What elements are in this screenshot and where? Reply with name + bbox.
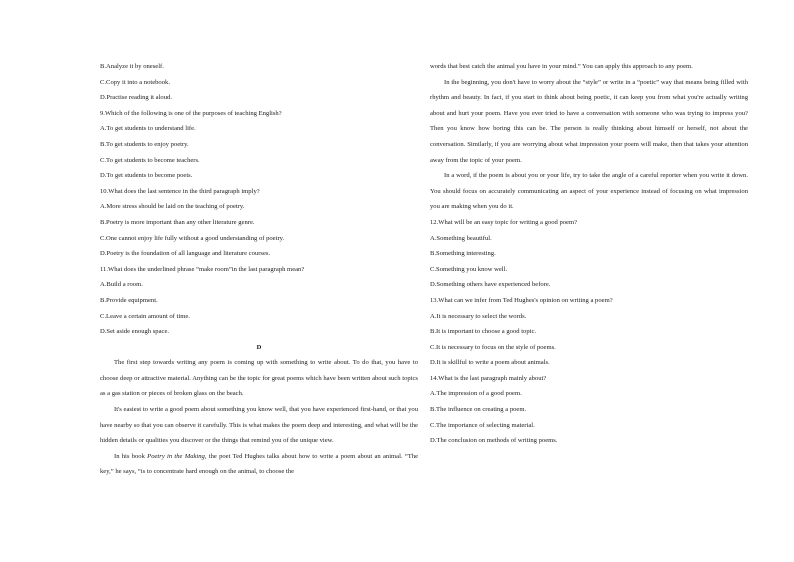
- book-title: Poetry in the Making: [147, 452, 205, 460]
- q14-option-a: A.The impression of a good poem.: [430, 390, 522, 398]
- passage-paragraph-2: It's easiest to write a good poem about something you know well, that you have experienced first-hand, or that you have nearby so that you can observe it carefully. This is what makes the poem deep and interesting, and what will be the hidden details or qualities you discover or the things that remind you of the unique view.: [100, 406, 418, 445]
- q10-option-d: D.Poetry is the foundation of all language and literature courses.: [100, 250, 271, 258]
- q13-option-b: B.It is important to choose a good topic.: [430, 328, 537, 336]
- passage-paragraph-3: [100, 449, 418, 480]
- q13-option-d: D.It is skillful to write a poem about animals.: [430, 359, 550, 367]
- section-label: D: [256, 343, 262, 351]
- q12-option-c: C.Something you know well.: [430, 265, 508, 273]
- q12-option-b: B.Something interesting.: [430, 250, 496, 258]
- p3-body: , the poet Ted Hughes talks about how to write a poem about an animal. “The key,” he says, “is to concentrate hard enough on the animal, to choose the: [100, 452, 418, 476]
- q11-stem: 11.What does the underlined phrase “make room”in the last paragraph mean?: [100, 265, 305, 273]
- q8-option-b: B.Analyze it by oneself.: [100, 63, 164, 70]
- passage-paragraph-1: The first step towards writing any poem is coming up with something to write about. To do that, you have to choose deep or attractive material. Anything can be the topic for great poems which have been written about such topics as a gas station or pieces of broken glass on the beach.: [100, 359, 418, 398]
- q11-option-b: B.Provide equipment.: [100, 296, 158, 304]
- p3-intro: In his book: [114, 452, 148, 460]
- q13-option-a: A.It is necessary to select the words.: [430, 312, 527, 320]
- q14-option-b: B.The influence on creating a poem.: [430, 406, 527, 414]
- passage-continuation: words that best catch the animal you have in your mind.” You can apply this approach to any poem.: [430, 63, 693, 70]
- q13-option-c: C.It is necessary to focus on the style of poems.: [430, 343, 556, 351]
- q12-option-a: A.Something beautiful.: [430, 234, 492, 242]
- q12-option-d: D.Something others have experienced before.: [430, 281, 551, 289]
- q12-stem: 12.What will be an easy topic for writing a good poem?: [430, 218, 578, 226]
- q9-option-b: B.To get students to enjoy poetry.: [100, 140, 189, 148]
- q11-option-a: A.Build a room.: [100, 281, 143, 289]
- q9-option-a: A.To get students to understand life.: [100, 125, 196, 133]
- q10-stem: 10.What does the last sentence in the third paragraph imply?: [100, 187, 260, 195]
- passage-paragraph-5: In a word, if the poem is about you or your life, try to take the angle of a careful reporter when you write it down. You should focus on accurately communicating an aspect of your experience instead of focusing on what impression you are making when you do it.: [430, 172, 748, 211]
- q10-option-a: A.More stress should be laid on the teaching of poetry.: [100, 203, 245, 211]
- q8-option-d: D.Practise reading it aloud.: [100, 94, 172, 102]
- left-column: [100, 59, 418, 480]
- q9-stem: 9.Which of the following is one of the purposes of teaching English?: [100, 109, 282, 117]
- q8-option-c: C.Copy it into a notebook.: [100, 78, 170, 86]
- right-column: [430, 59, 748, 449]
- q14-stem: 14.What is the last paragraph mainly about?: [430, 374, 547, 382]
- q10-option-c: C.One cannot enjoy life fully without a good understanding of poetry.: [100, 234, 285, 242]
- q9-option-c: C.To get students to become teachers.: [100, 156, 200, 164]
- q14-option-c: C.The importance of selecting material.: [430, 421, 535, 429]
- q10-option-b: B.Poetry is more important than any other literature genre.: [100, 218, 255, 226]
- q14-option-d: D.The conclusion on methods of writing poems.: [430, 437, 558, 445]
- q13-stem: 13.What can we infer from Ted Hughes's opinion on writing a poem?: [430, 296, 613, 304]
- q9-option-d: D.To get students to become poets.: [100, 172, 193, 180]
- q11-option-c: C.Leave a certain amount of time.: [100, 312, 190, 320]
- q11-option-d: D.Set aside enough space.: [100, 328, 170, 336]
- passage-paragraph-4: In the beginning, you don't have to worry about the “style” or write in a “poetic” way that means being filled with rhythm and beauty. In fact, if you start to think about being poetic, it can keep you from what you're actually writing about and hurt your poem. Have you ever tried to have a conversation with someone who was trying to impress you? Then you know how boring this can be. The person is really thinking about himself or herself, not about the conversation. Similarly, if you are worrying about what impression your poem will make, then that takes your attention away from the topic of your poem.: [430, 78, 748, 164]
